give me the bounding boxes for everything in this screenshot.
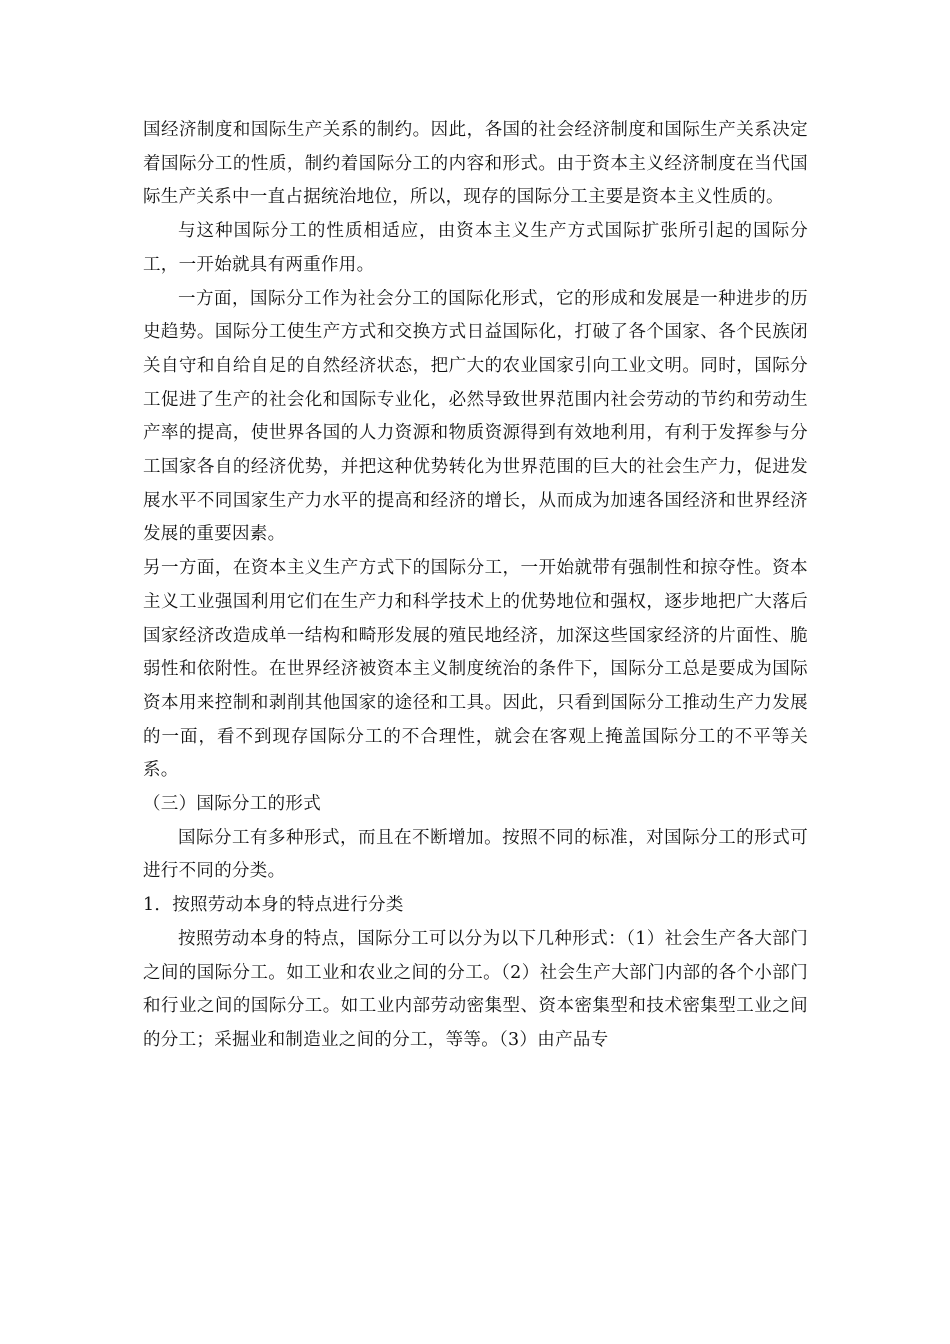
paragraph-dual-role: 与这种国际分工的性质相适应，由资本主义生产方式国际扩张所引起的国际分工，一开始就具有两重作用。: [143, 221, 808, 275]
document-page: [143, 114, 808, 1058]
section-heading-forms: （三）国际分工的形式: [143, 794, 321, 815]
paragraph-forms-intro: 国际分工有多种形式，而且在不断增加。按照不同的标准，对国际分工的形式可进行不同的分类。: [143, 827, 808, 882]
paragraph-continuation: 国经济制度和国际生产关系的制约。因此，各国的社会经济制度和国际生产关系决定着国际分工的性质，制约着国际分工的内容和形式。由于资本主义经济制度在当代国际生产关系中一直占据统治地位，所以，现存的国际分工主要是资本主义性质的。: [143, 120, 808, 208]
paragraph-coercive-aspect: 另一方面，在资本主义生产方式下的国际分工，一开始就带有强制性和掠夺性。资本主义工业强国利用它们在生产力和科学技术上的优势地位和强权，逐步地把广大落后国家经济改造成单一结构和畸形发展的殖民地经济，加深这些国家经济的片面性、脆弱性和依附性。在世界经济被资本主义制度统治的条件下，国际分工总是要成为国际资本用来控制和剥削其他国家的途径和工具。因此，只看到国际分工推动生产力发展的一面，看不到现存国际分工的不合理性，就会在客观上掩盖国际分工的不平等关系。: [143, 558, 808, 781]
subsection-heading-labor-characteristics: 1．按照劳动本身的特点进行分类: [143, 895, 404, 916]
paragraph-progressive-aspect: 一方面，国际分工作为社会分工的国际化形式，它的形成和发展是一种进步的历史趋势。国际分工使生产方式和交换方式日益国际化，打破了各个国家、各个民族闭关自守和自给自足的自然经济状态，把广大的农业国家引向工业文明。同时，国际分工促进了生产的社会化和国际专业化，必然导致世界范围内社会劳动的节约和劳动生产率的提高，使世界各国的人力资源和物质资源得到有效地利用，有利于发挥参与分工国家各自的经济优势，并把这种优势转化为世界范围的巨大的社会生产力，促进发展水平不同国家生产力水平的提高和经济的增长，从而成为加速各国经济和世界经济发展的重要因素。: [143, 288, 808, 545]
paragraph-labor-classification: 按照劳动本身的特点，国际分工可以分为以下几种形式：（1）社会生产各大部门之间的国际分工。如工业和农业之间的分工。（2）社会生产大部门内部的各个小部门和行业之间的国际分工。如工业内部劳动密集型、资本密集型和技术密集型工业之间的分工；采掘业和制造业之间的分工，等等。（3）由产品专: [143, 928, 808, 1050]
